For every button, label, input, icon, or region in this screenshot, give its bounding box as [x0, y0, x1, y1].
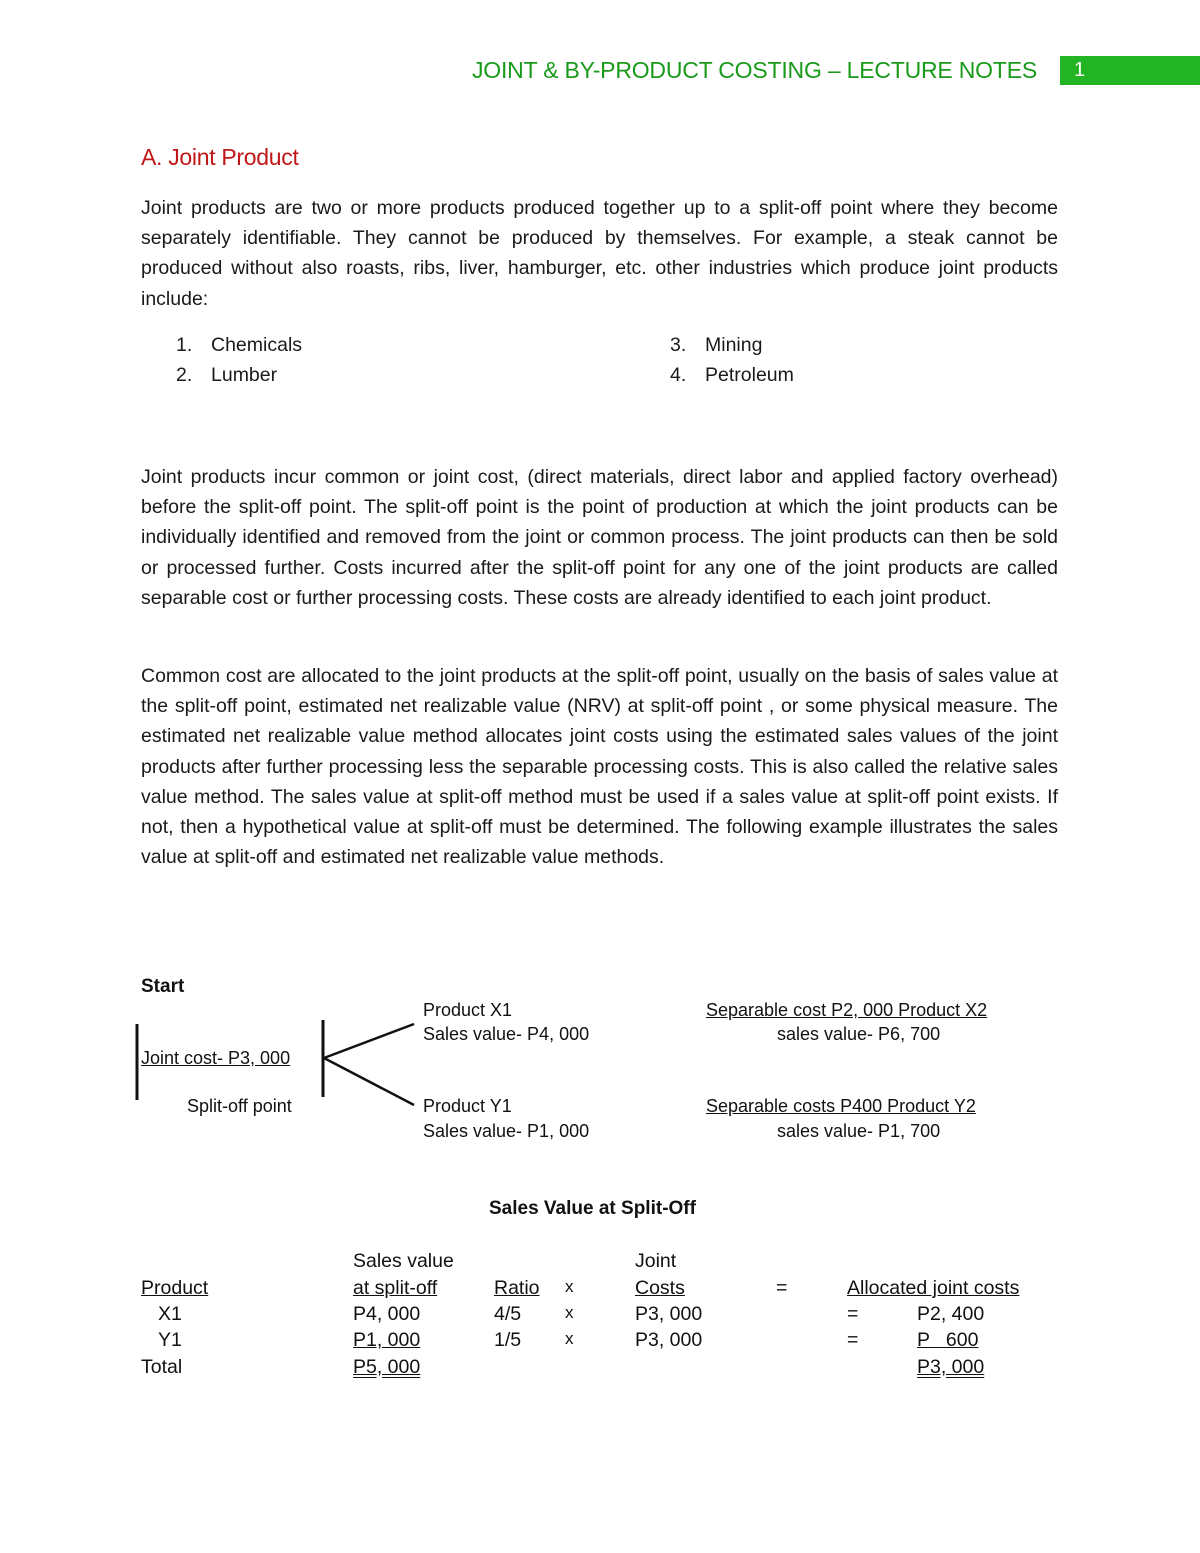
- row-times-sign: x: [565, 1303, 574, 1322]
- table-title: Sales Value at Split-Off: [489, 1198, 696, 1219]
- product-y2-sales: sales value- P1, 700: [777, 1121, 941, 1141]
- paragraph-intro: Joint products are two or more products produced together up to a split-off point where they become separately identifiable. They cannot be produced by themselves. For example, a steak cannot be produced without also roasts, ribs, liver, hamburger, etc. other industries which produce joint products include:: [141, 197, 1058, 310]
- total-label: Total: [141, 1356, 183, 1378]
- row-costs: P3, 000: [635, 1329, 703, 1351]
- product-y1-sales: Sales value- P1, 000: [423, 1121, 590, 1141]
- header-sales-at-split-off: at split-off: [353, 1277, 438, 1299]
- list-label: Petroleum: [705, 364, 794, 386]
- paragraph-allocation: Common cost are allocated to the joint products at the split-off point, usually on the basis of sales value at the split-off point, estimated net realizable value (NRV) at split-off point , or some physical measure. The estimated net realizable value method allocates joint costs using the estimated sales values of the joint products after further processing less the separable processing costs. This is also called the relative sales value method. The sales value at split-off method must be used if a sales value at split-off point exists. If not, then a hypothetical value at split-off must be determined. The following example illustrates the sales value at split-off and estimated net realizable value methods.: [141, 665, 1058, 869]
- list-label: Chemicals: [211, 334, 303, 356]
- list-label: Mining: [705, 334, 763, 356]
- header-ratio: Ratio: [494, 1277, 540, 1299]
- header-costs: Costs: [635, 1277, 685, 1299]
- row-allocated: P 600: [917, 1329, 979, 1351]
- header-times-sign: x: [565, 1277, 574, 1296]
- product-x2-sales: sales value- P6, 700: [777, 1024, 941, 1044]
- list-label: Lumber: [211, 364, 278, 386]
- product-y2-separable-cost: Separable costs P400 Product Y2: [706, 1096, 976, 1116]
- list-number: 2.: [176, 364, 193, 386]
- diagram-start-label: Start: [141, 976, 185, 997]
- total-allocated: P3, 000: [917, 1356, 985, 1378]
- list-number: 3.: [670, 334, 687, 356]
- page-number: 1: [1074, 59, 1086, 81]
- header-sales-value-top: Sales value: [353, 1250, 454, 1272]
- product-x1-label: Product X1: [423, 1000, 513, 1020]
- header-equals-sign: =: [776, 1277, 788, 1299]
- product-x1-sales: Sales value- P4, 000: [423, 1024, 590, 1044]
- section-heading: A. Joint Product: [141, 144, 299, 170]
- paragraph-joint-cost: Joint products incur common or joint cost, (direct materials, direct labor and applied factory overhead) before the split-off point. The split-off point is the point of production at which the joint products can be individually identified and removed from the joint or common process. The joint products can then be sold or processed further. Costs incurred after the split-off point for any one of the joint products are called separable cost or further processing costs. These costs are already identified to each joint product.: [141, 466, 1058, 609]
- row-equals-sign: =: [847, 1329, 859, 1351]
- row-equals-sign: =: [847, 1303, 859, 1325]
- header-product: Product: [141, 1277, 209, 1299]
- row-costs: P3, 000: [635, 1303, 703, 1325]
- row-sales: P1, 000: [353, 1329, 421, 1351]
- header-allocated-joint-costs: Allocated joint costs: [847, 1277, 1020, 1299]
- total-sales: P5, 000: [353, 1356, 421, 1378]
- row-sales: P4, 000: [353, 1303, 421, 1325]
- product-y1-label: Product Y1: [423, 1096, 512, 1116]
- header-joint-top: Joint: [635, 1250, 677, 1272]
- list-number: 4.: [670, 364, 687, 386]
- split-off-label: Split-off point: [187, 1096, 292, 1116]
- row-ratio: 4/5: [494, 1303, 522, 1325]
- product-x2-separable-cost: Separable cost P2, 000 Product X2: [706, 1000, 988, 1020]
- branch-to-x1: [324, 1024, 414, 1058]
- branch-to-y1: [324, 1058, 414, 1105]
- row-product: X1: [158, 1303, 182, 1325]
- row-times-sign: x: [565, 1329, 574, 1348]
- joint-cost-label: Joint cost- P3, 000: [141, 1048, 291, 1068]
- document-header-title: JOINT & BY-PRODUCT COSTING – LECTURE NOTES: [472, 57, 1037, 83]
- list-number: 1.: [176, 334, 193, 356]
- row-ratio: 1/5: [494, 1329, 522, 1351]
- row-product: Y1: [158, 1329, 182, 1351]
- row-allocated: P2, 400: [917, 1303, 985, 1325]
